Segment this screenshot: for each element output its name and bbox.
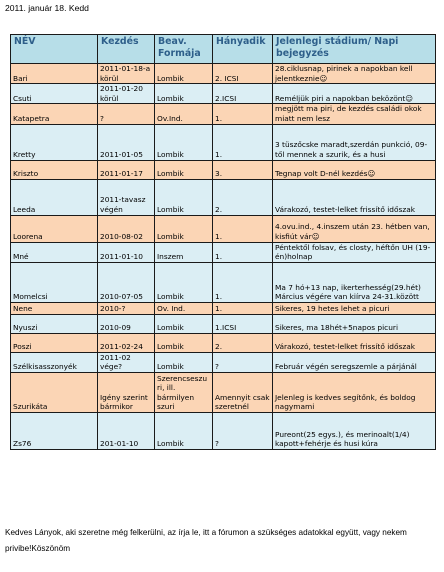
cell-name: Kretty	[11, 124, 98, 160]
table-row	[11, 104, 436, 124]
cell-start: 2011-01-20 körül	[98, 84, 155, 104]
table-row	[11, 215, 436, 242]
table-row	[11, 412, 436, 449]
cell-start: 2011-01-17	[98, 160, 155, 179]
cell-status: 3 tüszőcske maradt,szerdán punkció, 09-től mennek a szurik, és a husi	[273, 124, 436, 160]
cell-form: Lombik	[155, 160, 213, 179]
cell-form: Lombik	[155, 84, 213, 104]
cell-name: Zs76	[11, 412, 98, 449]
cell-name: Szélkisasszonyék	[11, 352, 98, 372]
cell-start: 2010-08-02	[98, 215, 155, 242]
cell-start: 2011-01-10	[98, 242, 155, 262]
cell-status: Ma 7 hó+13 nap, ikerterhesség(29.hét) Március végére van kiírva 24-31.között	[273, 262, 436, 302]
cell-start: 2010-?	[98, 302, 155, 314]
cell-name: Szurikáta	[11, 372, 98, 412]
cell-start: ?	[98, 104, 155, 124]
cell-nth: 1.	[213, 124, 273, 160]
table-row	[11, 179, 436, 215]
table-row	[11, 302, 436, 314]
cell-form: Lombik	[155, 179, 213, 215]
cell-form: Inszem	[155, 242, 213, 262]
column-header-nth: Hányadik	[213, 35, 273, 64]
table-row	[11, 314, 436, 333]
table-row	[11, 372, 436, 412]
cell-name: Nene	[11, 302, 98, 314]
cell-form: Lombik	[155, 64, 213, 84]
table-row	[11, 84, 436, 104]
cell-status: 4.ovu.ind., 4.inszem után 23. hétben van, kisfiút vár☺	[273, 215, 436, 242]
cell-form: Lombik	[155, 215, 213, 242]
table-row	[11, 333, 436, 352]
cell-name: Bari	[11, 64, 98, 84]
cell-name: Mné	[11, 242, 98, 262]
cell-nth: ?	[213, 352, 273, 372]
cell-status: Február végén seregszemle a párjánál	[273, 352, 436, 372]
cell-start: Igény szerint bármikor	[98, 372, 155, 412]
table-row	[11, 242, 436, 262]
cell-form: Lombik	[155, 412, 213, 449]
cell-status: Pureont(25 egys.), és merinoalt(1/4) kapott+fehérje és husi kúra	[273, 412, 436, 449]
table-row	[11, 124, 436, 160]
column-header-form: Beav. Formája	[155, 35, 213, 64]
cell-status: Tegnap volt D-nél kezdés☺	[273, 160, 436, 179]
cell-start: 2011-02 vége?	[98, 352, 155, 372]
table-row	[11, 352, 436, 372]
cell-start: 2011-01-18-a körül	[98, 64, 155, 84]
cell-nth: 3.	[213, 160, 273, 179]
cell-nth: 1.	[213, 262, 273, 302]
cell-status: Reméljük piri a napokban beközönt☺	[273, 84, 436, 104]
cell-status: Sikeres, 19 hetes lehet a picuri	[273, 302, 436, 314]
cell-nth: ?	[213, 412, 273, 449]
cell-form: Ov. Ind.	[155, 302, 213, 314]
cell-form: Ov.Ind.	[155, 104, 213, 124]
cell-start: 2011-tavasz végén	[98, 179, 155, 215]
cell-name: Leeda	[11, 179, 98, 215]
cell-status: megjött ma piri, de kezdés családi okok miatt nem lesz	[273, 104, 436, 124]
cell-nth: 2.ICSI	[213, 84, 273, 104]
cell-name: Momelcsi	[11, 262, 98, 302]
cell-status: Péntektől folsav, és closty, héftőn UH (19-én)holnap	[273, 242, 436, 262]
cell-start: 2010-09	[98, 314, 155, 333]
cell-name: Nyuszi	[11, 314, 98, 333]
cell-form: Lombik	[155, 352, 213, 372]
cell-status: Jelenleg is kedves segítőnk, és boldog nagymami	[273, 372, 436, 412]
cell-nth: 1.ICSI	[213, 314, 273, 333]
cell-status: Várakozó, testet-lelket frissítő időszak	[273, 179, 436, 215]
cell-nth: 2. ICSI	[213, 64, 273, 84]
column-header-name: NÉV	[11, 35, 98, 64]
cell-nth: 1.	[213, 215, 273, 242]
table-header-row	[11, 35, 436, 64]
participants-table	[10, 34, 436, 450]
cell-start: 2010-07-05	[98, 262, 155, 302]
column-header-status: Jelenlegi stádium/ Napi bejegyzés	[273, 35, 436, 64]
table-row	[11, 262, 436, 302]
table-row	[11, 64, 436, 84]
cell-nth: 1.	[213, 302, 273, 314]
cell-form: Lombik	[155, 124, 213, 160]
cell-name: Loorena	[11, 215, 98, 242]
cell-name: Katapetra	[11, 104, 98, 124]
cell-start: 201-01-10	[98, 412, 155, 449]
cell-start: 2011-02-24	[98, 333, 155, 352]
cell-form: Lombik	[155, 333, 213, 352]
column-header-start: Kezdés	[98, 35, 155, 64]
cell-nth: 1.	[213, 104, 273, 124]
cell-status: 28.ciklusnap, pirinek a napokban kell jelentkeznie☺	[273, 64, 436, 84]
cell-nth: 2.	[213, 333, 273, 352]
cell-form: Szerencseszuri, ill. bármilyen szuri	[155, 372, 213, 412]
table-row	[11, 160, 436, 179]
footer-note: Kedves Lányok, aki szeretne még felkerülni, az írja le, itt a fórumon a szükséges adatokkal együtt, vagy nekem privibe!Köszönöm	[5, 528, 407, 553]
cell-form: Lombik	[155, 314, 213, 333]
cell-name: Csuti	[11, 84, 98, 104]
cell-status: Sikeres, ma 18hét+5napos picuri	[273, 314, 436, 333]
cell-name: Kriszto	[11, 160, 98, 179]
cell-status: Várakozó, testet-lelket frissítő időszak	[273, 333, 436, 352]
date-line: 2011. január 18. Kedd	[5, 3, 89, 13]
cell-start: 2011-01-05	[98, 124, 155, 160]
cell-form: Lombik	[155, 262, 213, 302]
cell-nth: Amennyit csak szeretnél	[213, 372, 273, 412]
cell-name: Poszi	[11, 333, 98, 352]
cell-nth: 2.	[213, 179, 273, 215]
cell-nth: 1.	[213, 242, 273, 262]
